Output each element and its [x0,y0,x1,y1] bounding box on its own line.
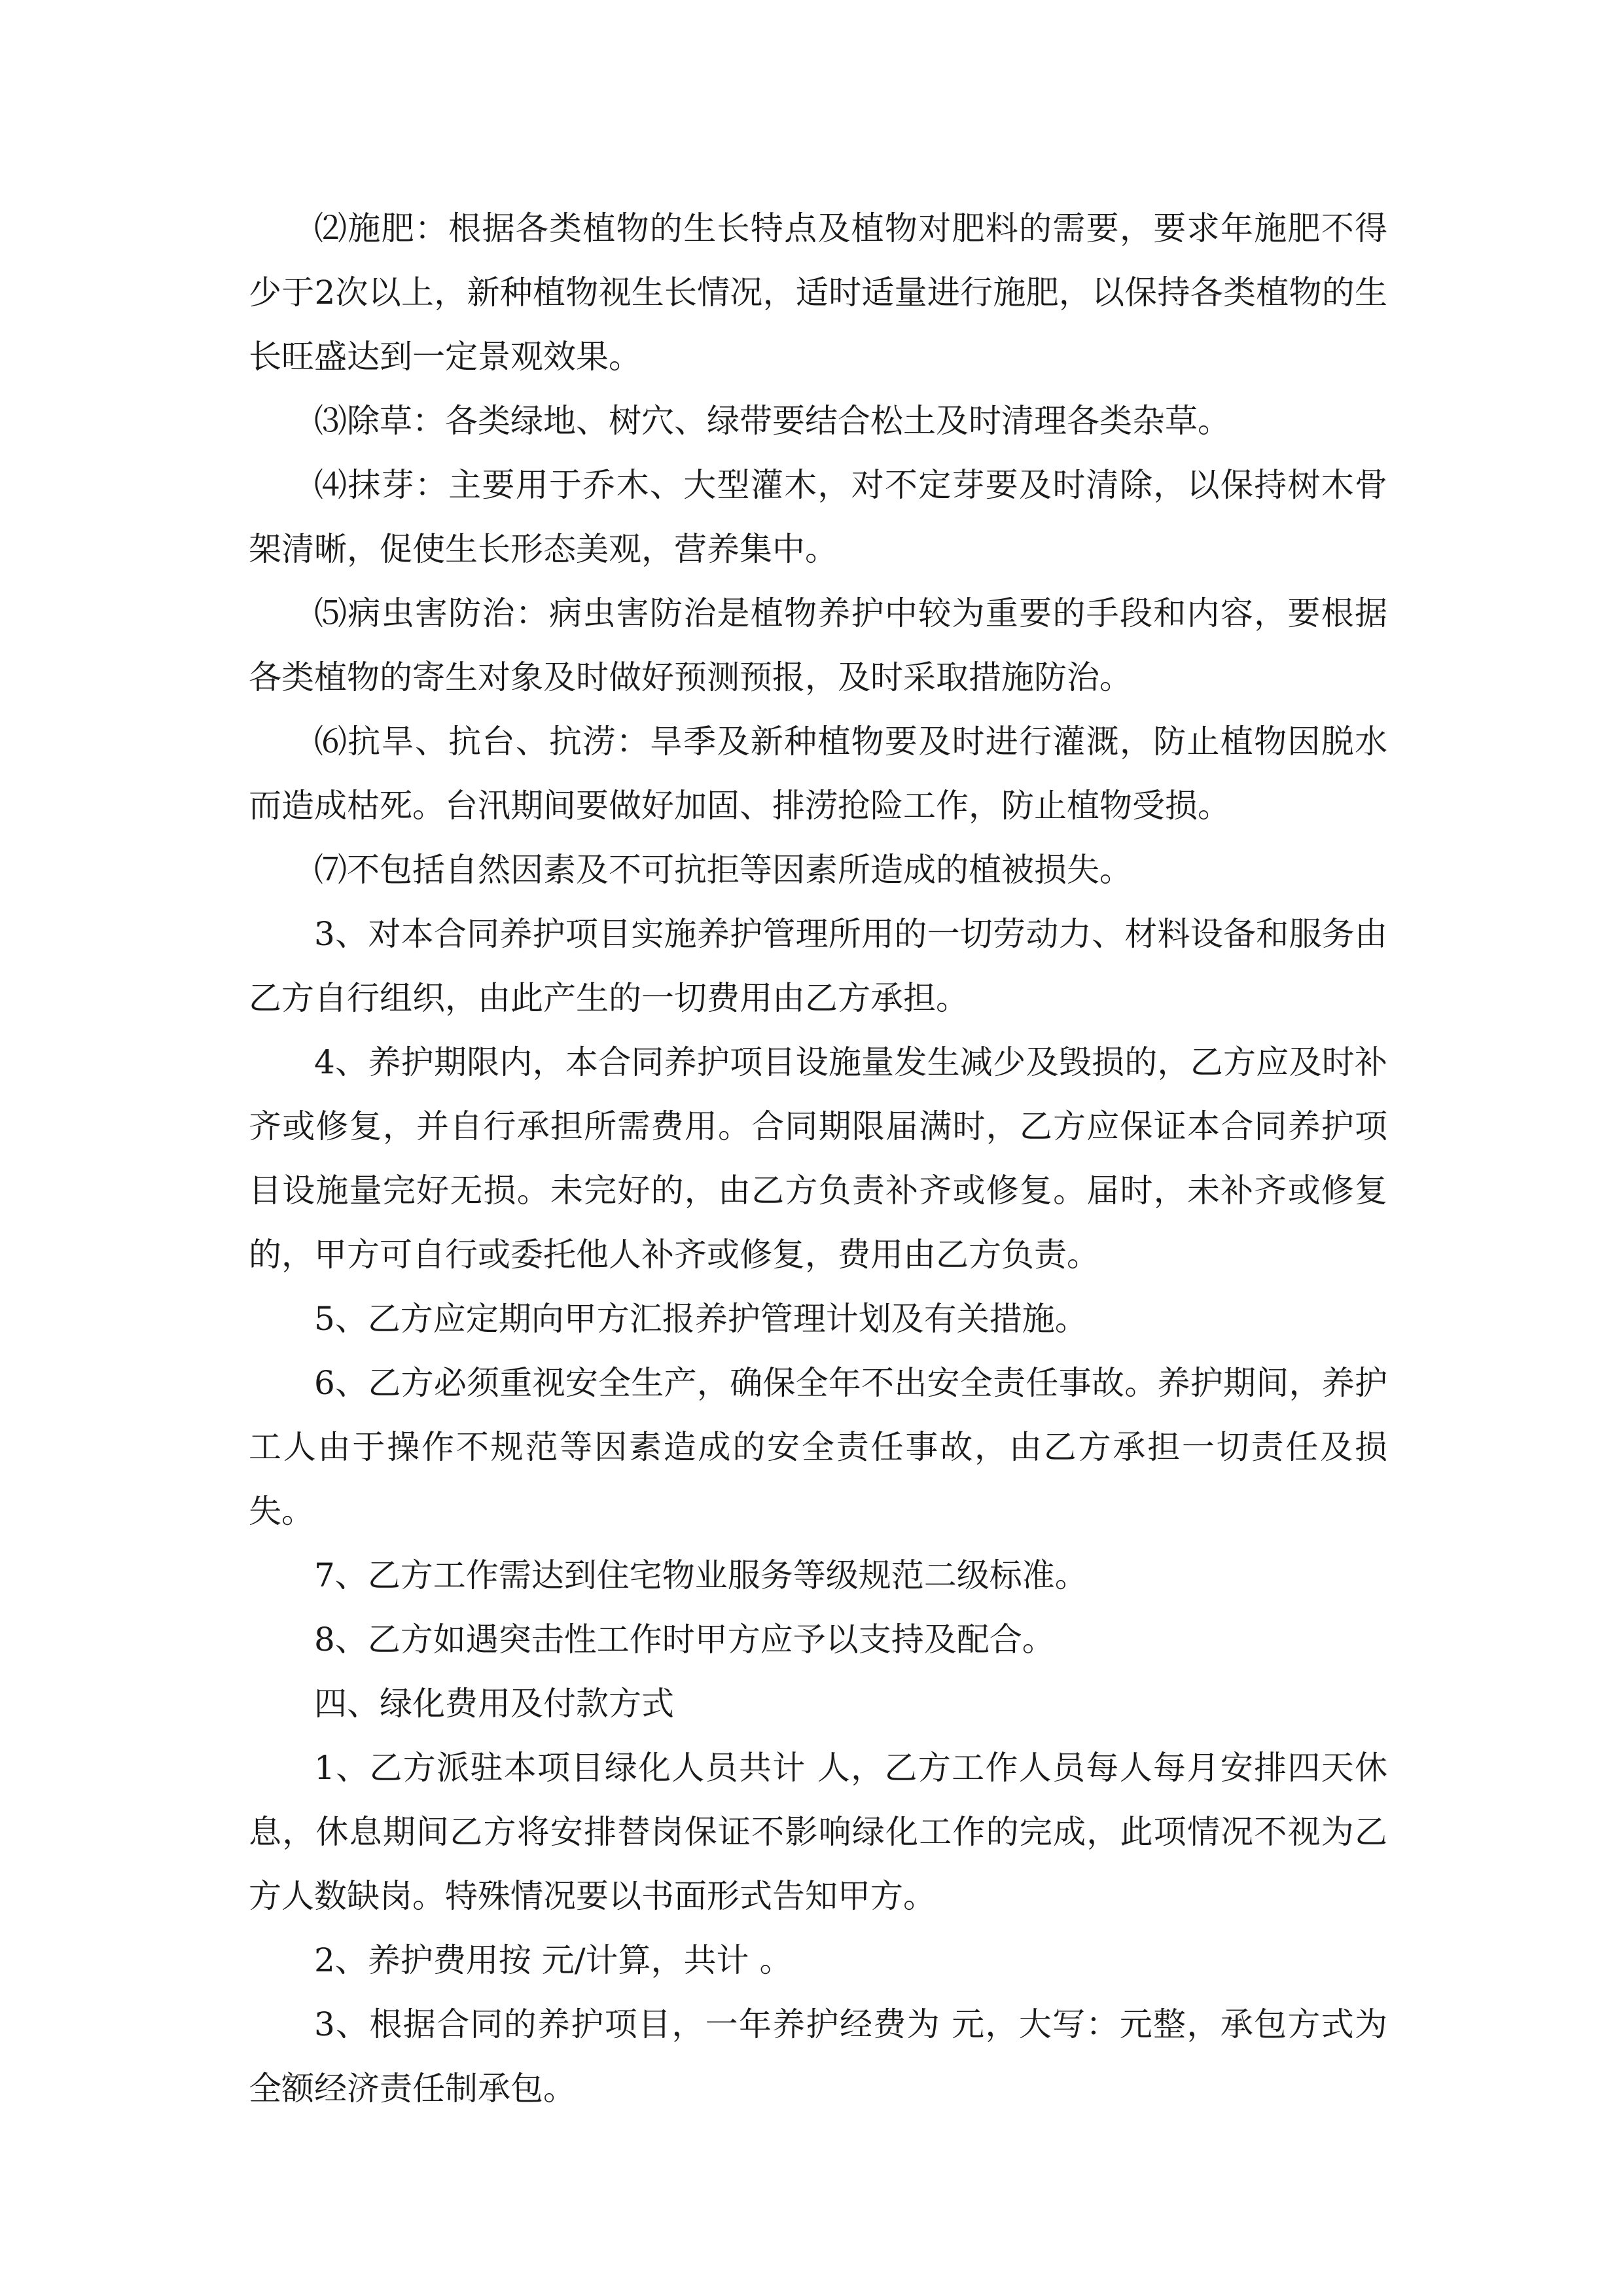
paragraph-clause-4: 4、养护期限内，本合同养护项目设施量发生减少及毁损的，乙方应及时补齐或修复，并自行承担所需费用。合同期限届满时，乙方应保证本合同养护项目设施量完好无损。未完好的，由乙方负责补齐或修复。届时，未补齐或修复的，甲方可自行或委托他人补齐或修复，费用由乙方负责。 [249,1043,1387,1274]
document-page [249,196,1387,2121]
paragraph-clause-5: 5、乙方应定期向甲方汇报养护管理计划及有关措施。 [314,1300,1088,1338]
paragraph-bud-removal: ⑷抹芽：主要用于乔木、大型灌木，对不定芽要及时清除，以保持树木骨架清晰，促使生长形态美观，营养集中。 [249,466,1387,568]
paragraph-clause-8: 8、乙方如遇突击性工作时甲方应予以支持及配合。 [314,1621,1055,1659]
paragraph-fees-2: 2、养护费用按 元/计算，共计 。 [314,1941,793,1979]
paragraph-weeding: ⑶除草：各类绿地、树穴、绿带要结合松土及时清理各类杂草。 [314,402,1230,440]
paragraph-clause-6: 6、乙方必须重视安全生产，确保全年不出安全责任事故。养护期间，养护工人由于操作不规范等因素造成的安全责任事故，由乙方承担一切责任及损失。 [249,1364,1387,1530]
paragraph-fees-3: 3、根据合同的养护项目，一年养护经费为 元，大写：元整，承包方式为全额经济责任制承包。 [249,2005,1387,2108]
paragraph-pest-control: ⑸病虫害防治：病虫害防治是植物养护中较为重要的手段和内容，要根据各类植物的寄生对象及时做好预测预报，及时采取措施防治。 [249,594,1387,696]
paragraph-clause-7: 7、乙方工作需达到住宅物业服务等级规范二级标准。 [314,1556,1088,1594]
paragraph-exclusions: ⑺不包括自然因素及不可抗拒等因素所造成的植被损失。 [314,851,1132,889]
paragraph-fees-1: 1、乙方派驻本项目绿化人员共计 人，乙方工作人员每人每月安排四天休息，休息期间乙方将安排替岗保证不影响绿化工作的完成，此项情况不视为乙方人数缺岗。特殊情况要以书面形式告知甲方。 [249,1749,1387,1915]
paragraph-clause-3: 3、对本合同养护项目实施养护管理所用的一切劳动力、材料设备和服务由乙方自行组织，由此产生的一切费用由乙方承担。 [249,915,1387,1017]
paragraph-fertilizing: ⑵施肥：根据各类植物的生长特点及植物对肥料的需要，要求年施肥不得少于2次以上，新种植物视生长情况，适时适量进行施肥，以保持各类植物的生长旺盛达到一定景观效果。 [249,209,1387,376]
paragraph-drought-typhoon-flood: ⑹抗旱、抗台、抗涝：旱季及新种植物要及时进行灌溉，防止植物因脱水而造成枯死。台汛期间要做好加固、排涝抢险工作，防止植物受损。 [249,723,1387,825]
section-heading-fees: 四、绿化费用及付款方式 [314,1685,674,1723]
